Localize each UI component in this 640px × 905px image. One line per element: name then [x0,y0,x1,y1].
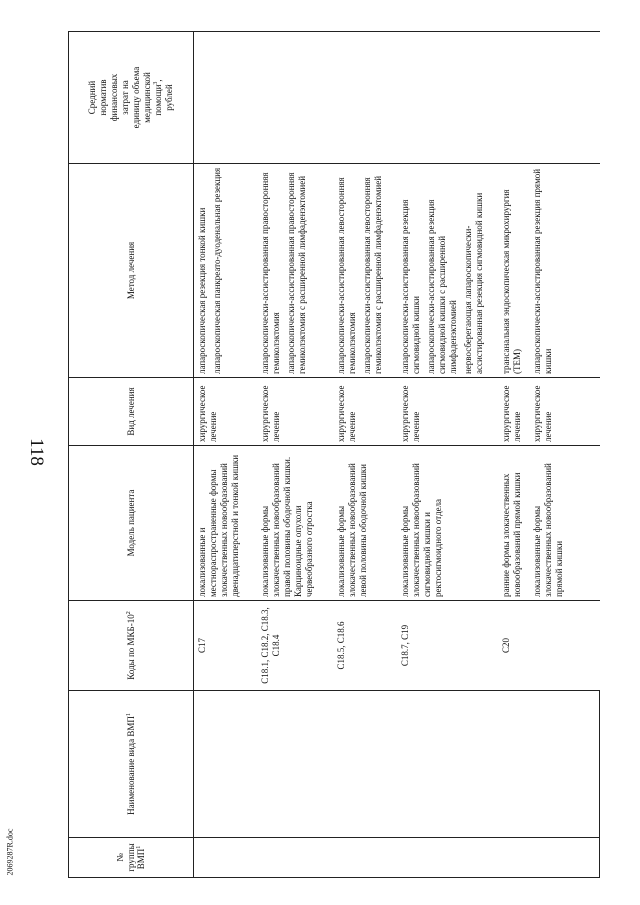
table-row: локализованные и местнораспространенные формы злокачественных новообразований двенадцатиперстной и тонкой кишки [197,454,240,597]
table-row: C18.5, C18.6 [336,621,346,670]
vmp-name-cell [194,691,600,838]
column-header-cost-standard: Средний норматив финансовых затрат на единицу объема медицинской помощи$^3$, рублей [69,32,194,164]
method-text: лапароскопически-ассистированная левосторонняя гемиколэктомия с расширенной лимфаденэктомией [361,175,383,374]
method-text: нервосберегающая лапароскопически-ассистированная резекция сигмовидной кишки [462,192,484,374]
cost-standard-cell [194,32,600,164]
table-row [532,604,572,687]
method-text: лапароскопически-ассистированная резекция прямой кишки [532,168,553,374]
table-row: локализованные формы злокачественных новообразований прямой кишки [532,463,564,597]
patient-model-cell [194,446,600,601]
table-row [336,167,397,374]
page-number: 118 [26,438,47,466]
method-text: лапароскопическая резекция тонкой кишки [197,207,207,374]
table-header-row [69,32,194,878]
table-row: C20 [501,638,511,654]
method-text: лапароскопическая панкреато-дуоденальная резекция [211,167,222,374]
method-text: лапароскопически-ассистированная правосторонняя гемиколэктомия [260,172,281,374]
table-row: ранние формы злокачественных новообразований прямой кишки [501,472,522,597]
treatment-table [68,31,600,878]
table-row: хирургическое лечение [400,385,421,442]
table-row: локализованные формы злокачественных новообразований правой половины ободочной кишки. Карциноидные опухоли червеобразного отростка [260,456,314,597]
table-row: локализованные формы злокачественных новообразований левой половины ободочной кишки [336,463,368,597]
method-text: трансанальная эндоскопическая микрохирургия (TEM) [501,189,522,374]
table-row: C18.7, C19 [400,624,410,667]
table-row: хирургическое лечение [197,385,218,442]
table-row [501,167,529,374]
method-text: лапароскопически-ассистированная резекция сигмовидной кишки с расширенной лимфаденэктомией [425,199,458,374]
column-header-vmp-name: Наименование вида ВМП$^1$ [69,691,194,838]
table-row: хирургическое лечение [260,385,281,442]
method-text: лапароскопически-ассистированная резекция сигмовидной кишки [400,199,421,374]
method-text: лапароскопически-ассистированная левосторонняя гемиколэктомия [336,177,357,374]
table-row: хирургическое лечение [532,385,553,442]
table-row: C17 [197,638,207,654]
table-row [532,167,572,374]
table-row: хирургическое лечение [336,385,357,442]
icd-codes-cell [194,601,600,691]
rotated-table-block [68,32,564,878]
column-header-group-number: № группы ВМП$^1$ [69,838,194,878]
table-row: C18.1, C18.2, C18.3, C18.4 [260,607,281,684]
table-row [400,167,498,374]
column-header-treatment-method: Метод лечения [69,164,194,378]
column-header-icd-codes: Коды по МКБ-$10^2$ [69,601,194,691]
table-row [197,167,257,374]
group-number-cell [194,838,600,878]
document-id: 2069287R.doc [5,828,15,876]
table-row [260,167,333,374]
treatment-method-cell [194,164,600,378]
method-text: лапароскопически-ассистированная правосторонняя гемиколэктомия с расширенной лимфаденэктомией [285,172,307,374]
table-row: локализованные формы злокачественных новообразований сигмовидной кишки и ректосигмоидного отдела [400,463,443,597]
table-row: хирургическое лечение [501,385,522,442]
treatment-type-cell [194,378,600,446]
column-header-treatment-type: Вид лечения [69,378,194,446]
column-header-patient-model: Модель пациента [69,446,194,601]
table-body-row [194,32,600,878]
